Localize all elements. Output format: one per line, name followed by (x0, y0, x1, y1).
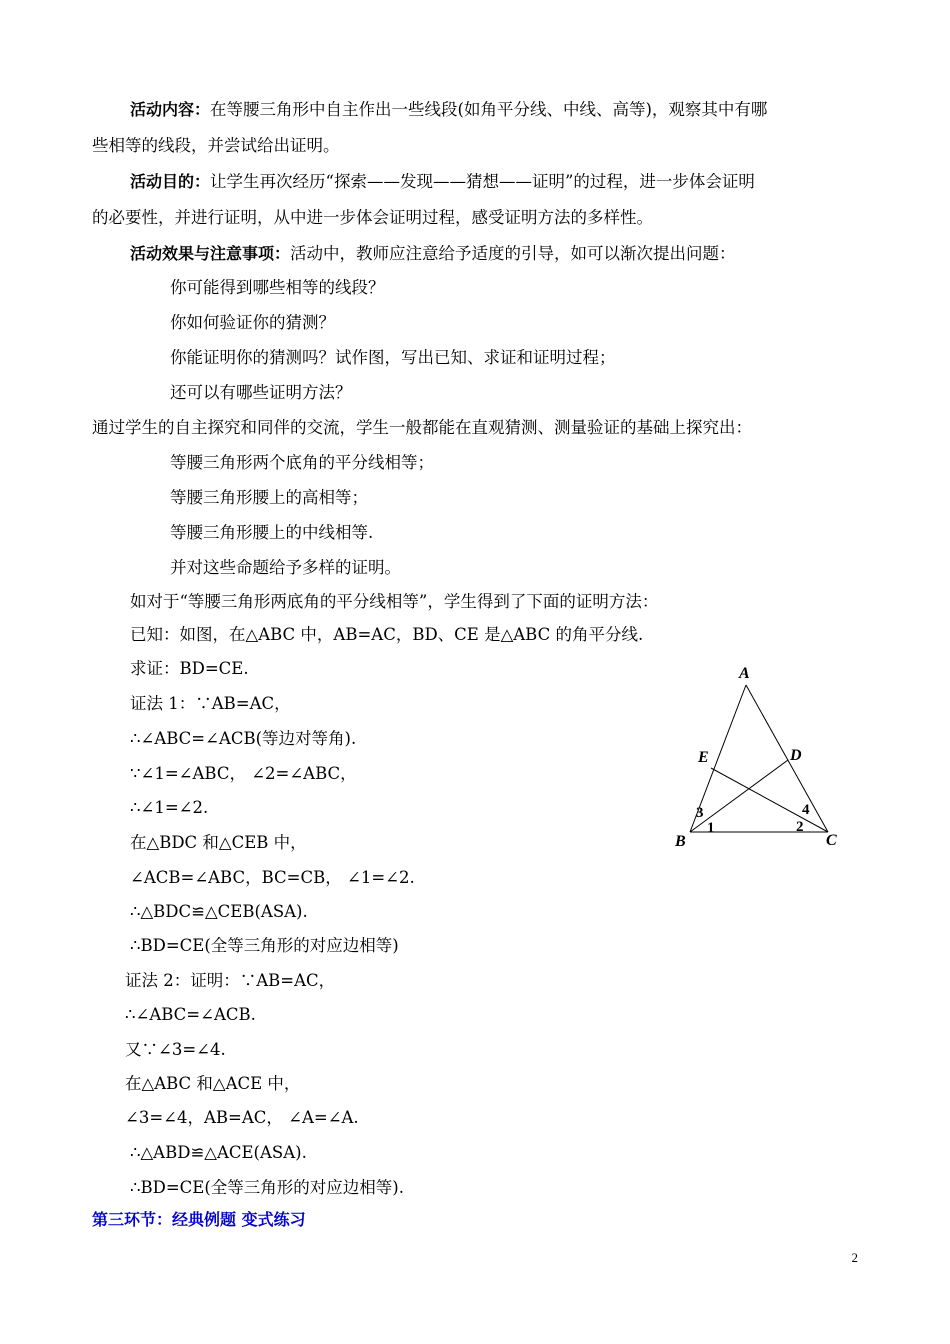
proof-line: ∴BD=CE(全等三角形的对应边相等) (130, 936, 399, 955)
proof-line: ∴∠ABC=∠ACB. (125, 1005, 256, 1024)
triangle-figure (670, 660, 850, 860)
proof-line: 又∵∠3=∠4. (125, 1040, 226, 1059)
activity-content-label: 活动内容： (130, 100, 211, 119)
activity-purpose-line1 (130, 170, 755, 194)
proof-line: ∠ACB=∠ABC，BC=CB， ∠1=∠2. (130, 868, 415, 887)
point-label-c: C (826, 832, 837, 849)
activity-purpose-line2: 的必要性，并进行证明，从中进一步体会证明过程，感受证明方法的多样性。 (92, 208, 653, 227)
activity-effect-label: 活动效果与注意事项： (130, 244, 291, 263)
activity-effect-line (130, 242, 736, 266)
proof-line: ∴∠1=∠2. (130, 798, 209, 817)
proof-line: ∠3=∠4，AB=AC， ∠A=∠A. (125, 1108, 359, 1127)
conclusion-item: 等腰三角形两个底角的平分线相等； (170, 453, 434, 472)
point-label-a: A (739, 665, 750, 682)
question-item: 还可以有哪些证明方法？ (170, 383, 352, 402)
conclusion-item: 等腰三角形腰上的高相等； (170, 488, 368, 507)
proof-line: ∴△ABD≌△ACE(ASA). (130, 1143, 307, 1162)
question-item: 你可能得到哪些相等的线段？ (170, 278, 385, 297)
activity-content-line1 (130, 98, 767, 122)
proof-line: ∴△BDC≌△CEB(ASA). (130, 902, 308, 921)
point-label-e: E (698, 749, 709, 766)
angle-label-2: 2 (796, 819, 804, 835)
proof-line: 求证：BD=CE. (130, 659, 249, 678)
summary-line: 通过学生的自主探究和同伴的交流，学生一般都能在直观猜测、测量验证的基础上探究出： (92, 418, 752, 437)
proof-line: 证法 2：证明：∵AB=AC， (125, 971, 336, 990)
page-number: 2 (851, 1250, 858, 1265)
proof-line: 在△ABC 和△ACE 中， (125, 1074, 301, 1093)
proof-line: 如对于“等腰三角形两底角的平分线相等”，学生得到了下面的证明方法： (130, 592, 659, 611)
activity-purpose-text: 让学生再次经历“探索——发现——猜想——证明”的过程，进一步体会证明 (210, 172, 755, 191)
proof-line: 证法 1：∵AB=AC， (130, 694, 291, 713)
activity-content-line2: 些相等的线段，并尝试给出证明。 (92, 136, 340, 155)
proof-line: 已知：如图，在△ABC 中，AB=AC，BD、CE 是△ABC 的角平分线. (130, 625, 644, 644)
section-heading: 第三环节：经典例题 变式练习 (92, 1210, 306, 1229)
conclusion-item: 并对这些命题给予多样的证明。 (170, 558, 401, 577)
proof-line: 在△BDC 和△CEB 中， (130, 833, 307, 852)
question-item: 你如何验证你的猜测？ (170, 313, 335, 332)
activity-purpose-label: 活动目的： (130, 172, 211, 191)
conclusion-item: 等腰三角形腰上的中线相等. (170, 523, 374, 542)
proof-line: ∴∠ABC=∠ACB(等边对等角). (130, 729, 357, 748)
angle-label-3: 3 (696, 805, 704, 821)
activity-effect-text: 活动中，教师应注意给予适度的引导，如可以渐次提出问题： (290, 244, 736, 263)
angle-label-1: 1 (707, 820, 715, 836)
question-item: 你能证明你的猜测吗？试作图，写出已知、求证和证明过程； (170, 348, 616, 367)
point-label-d: D (790, 747, 802, 764)
proof-line: ∵∠1=∠ABC， ∠2=∠ABC， (130, 764, 357, 783)
proof-line: ∴BD=CE(全等三角形的对应边相等). (130, 1178, 404, 1197)
activity-content-text: 在等腰三角形中自主作出一些线段(如角平分线、中线、高等)，观察其中有哪 (210, 100, 768, 119)
segment-bd (690, 760, 788, 832)
point-label-b: B (675, 833, 686, 850)
angle-label-4: 4 (802, 802, 810, 818)
